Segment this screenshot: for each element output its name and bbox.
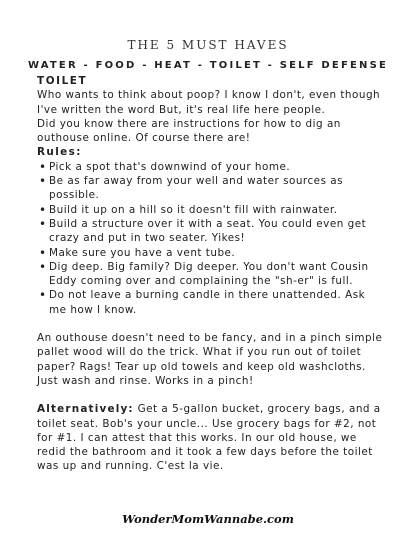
rules-label: Rules:	[37, 146, 82, 159]
rules-list	[37, 160, 386, 317]
alternative-label: Alternatively:	[37, 403, 134, 416]
page-subtitle: WATER - FOOD - HEAT - TOILET - SELF DEFENSE	[27, 60, 389, 71]
document-body	[37, 74, 386, 474]
rule-item: • Build a structure over it with a seat. You could even get crazy and put in two seater. Yikes!	[37, 217, 386, 246]
outhouse-paragraph: An outhouse doesn't need to be fancy, and in a pinch simple pallet wood will do the trick. What if you run out of toilet paper? Rags! Tear up old towels and keep old washcloths. Just wash and rinse. Works in a pinch!	[37, 332, 383, 387]
rule-item: • Be as far away from your well and water sources as possible.	[37, 174, 386, 203]
section-heading: TOILET	[37, 75, 88, 87]
intro-paragraph-2: Did you know there are instructions for how to dig an outhouse online. Of course there are!	[37, 117, 341, 145]
rule-item: • Build it up on a hill so it doesn't fill with rainwater.	[37, 203, 386, 217]
page-title: THE 5 MUST HAVES	[127, 38, 289, 52]
alternative-text: Get a 5-gallon bucket, grocery bags, and a toilet seat. Bob's your uncle... Use grocery bags for #2, not for #1. I can attest that this works. In our old house, we redid the bathroom and it took a few days before the toilet was up and running. C'est la vie.	[37, 403, 381, 473]
alternative-paragraph	[37, 402, 386, 473]
intro-paragraph: Who wants to think about poop? I know I don't, even though I've written the word But, it's real life here people.	[37, 89, 381, 116]
rule-item: • Pick a spot that's downwind of your home.	[37, 160, 386, 174]
rule-item: • Do not leave a burning candle in there unattended. Ask me how I know.	[37, 288, 386, 317]
spacer	[37, 317, 386, 331]
rule-item: • Dig deep. Big family? Dig deeper. You don't want Cousin Eddy coming over and complaining the "sh-er" is full.	[37, 260, 386, 289]
footer-site-link[interactable]: WonderMomWannabe.com	[122, 512, 294, 526]
spacer	[37, 388, 386, 402]
rule-item: • Make sure you have a vent tube.	[37, 246, 386, 260]
